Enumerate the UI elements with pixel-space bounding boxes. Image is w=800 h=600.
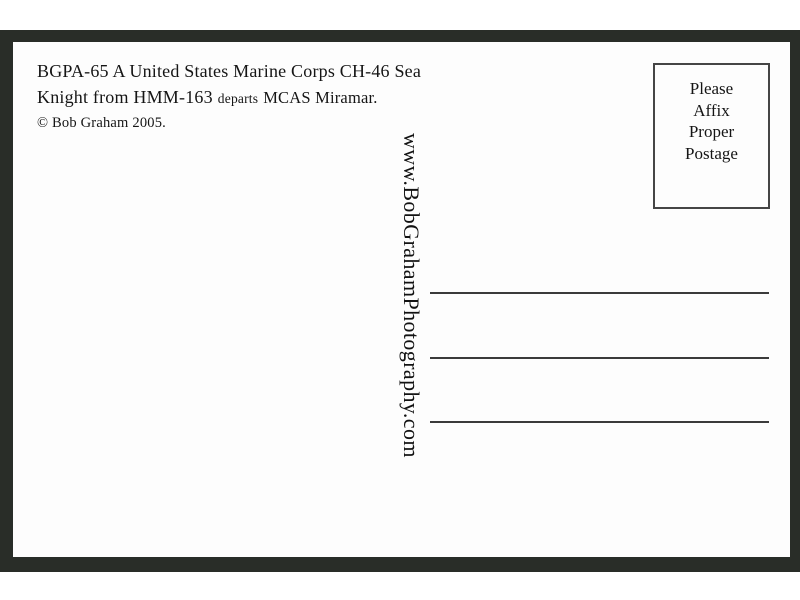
postage-line: Please: [689, 79, 734, 98]
caption-copyright: © Bob Graham 2005.: [37, 115, 166, 131]
address-line: [430, 292, 769, 294]
address-line: [430, 421, 769, 423]
caption: [37, 58, 457, 134]
address-lines: [430, 292, 769, 423]
postcard-back: [13, 42, 790, 557]
caption-line-2-normal: Knight from HMM-163: [37, 87, 213, 107]
caption-line-2-small: departs: [217, 91, 259, 106]
postage-line: Postage: [685, 143, 738, 163]
postage-line: Affix: [693, 100, 730, 120]
caption-line-2: [37, 84, 457, 112]
caption-line-2-medium: MCAS Miramar.: [263, 88, 378, 107]
address-line: [430, 357, 769, 359]
photo-frame: [0, 30, 800, 572]
watermark-url: www.BobGrahamPhotography.com: [399, 133, 424, 458]
caption-line-1: BGPA-65 A United States Marine Corps CH-46 Sea: [37, 61, 422, 81]
postage-line: Proper: [688, 122, 735, 141]
postage-box: [653, 63, 770, 209]
